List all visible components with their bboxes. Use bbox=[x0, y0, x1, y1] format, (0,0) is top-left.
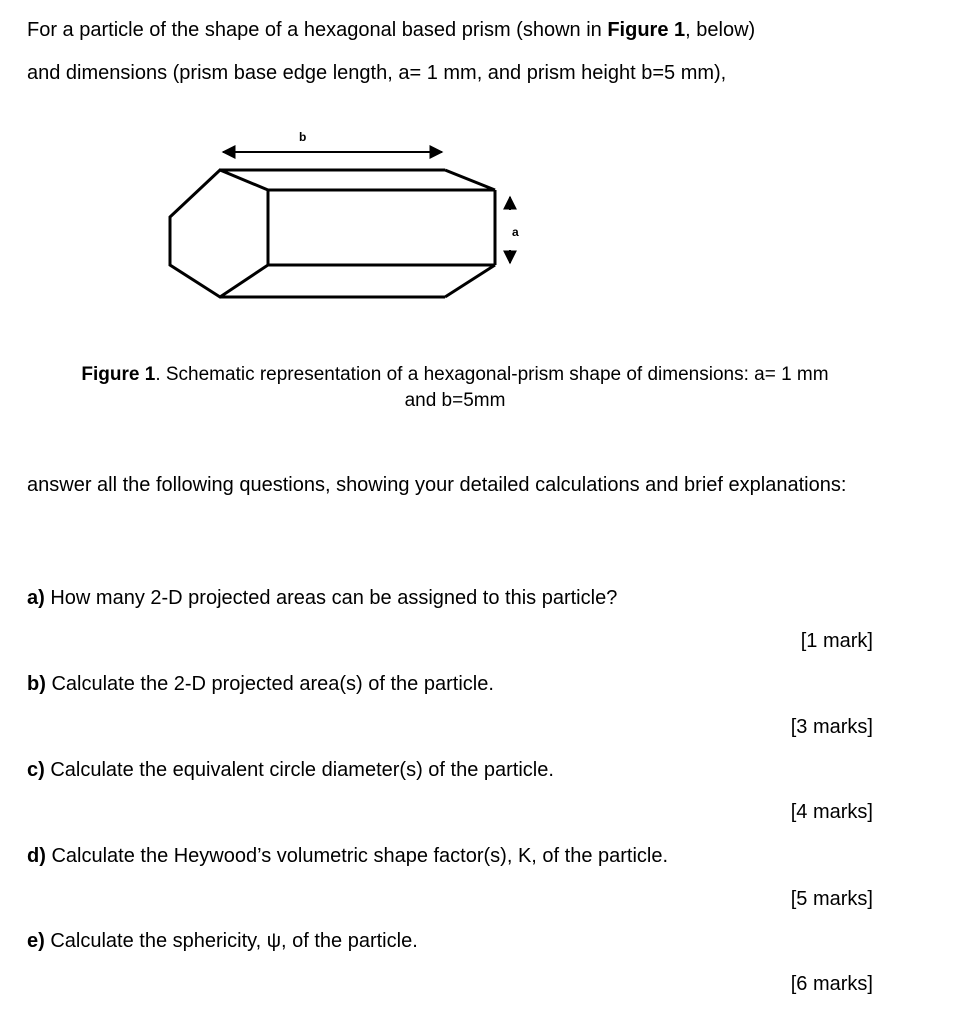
intro-figure-ref: Figure 1 bbox=[607, 19, 686, 41]
hexagonal-prism-figure bbox=[160, 125, 540, 310]
caption-figure-label: Figure 1 bbox=[81, 364, 156, 385]
question-b-text: Calculate the 2-D projected area(s) of the particle. bbox=[45, 673, 494, 695]
caption-line-2: and b=5mm bbox=[404, 390, 506, 411]
question-a bbox=[27, 587, 617, 610]
dimension-a-label: a bbox=[512, 225, 519, 239]
question-e-marks: [6 marks] bbox=[790, 973, 873, 995]
question-d-label: d) bbox=[27, 845, 46, 867]
figure-caption bbox=[40, 362, 870, 414]
question-c-text: Calculate the equivalent circle diameter(s) of the particle. bbox=[44, 759, 554, 781]
question-c bbox=[27, 759, 554, 782]
question-a-text: How many 2-D projected areas can be assigned to this particle? bbox=[44, 587, 618, 609]
question-b-label: b) bbox=[27, 673, 46, 695]
question-e-text: Calculate the sphericity, ψ, of the particle. bbox=[44, 930, 418, 952]
question-e bbox=[27, 930, 418, 953]
question-c-marks: [4 marks] bbox=[790, 801, 873, 823]
hexagon-face bbox=[170, 170, 268, 297]
question-d-text: Calculate the Heywood’s volumetric shape factor(s), K, of the particle. bbox=[45, 845, 669, 867]
question-e-label: e) bbox=[27, 930, 45, 952]
dimension-b-label: b bbox=[299, 130, 307, 144]
intro-line-1-end: , below) bbox=[685, 19, 756, 41]
prism-right-lower-slant bbox=[445, 265, 495, 297]
question-a-marks: [1 mark] bbox=[800, 630, 873, 652]
intro-line-2: and dimensions (prism base edge length, a= 1 mm, and prism height b=5 mm), bbox=[27, 62, 727, 84]
question-b bbox=[27, 673, 494, 696]
caption-text: . Schematic representation of a hexagonal-prism shape of dimensions: a= 1 mm bbox=[155, 364, 829, 385]
question-d bbox=[27, 845, 668, 868]
question-b-marks: [3 marks] bbox=[790, 716, 873, 738]
question-c-label: c) bbox=[27, 759, 45, 781]
intro-line-1 bbox=[27, 20, 755, 40]
question-a-label: a) bbox=[27, 587, 45, 609]
answer-instructions: answer all the following questions, showing your detailed calculations and brief explanations: bbox=[27, 474, 847, 496]
question-d-marks: [5 marks] bbox=[790, 888, 873, 910]
prism-right-upper-slant bbox=[445, 170, 495, 190]
intro-line-1-start: For a particle of the shape of a hexagonal based prism (shown in bbox=[27, 19, 608, 41]
